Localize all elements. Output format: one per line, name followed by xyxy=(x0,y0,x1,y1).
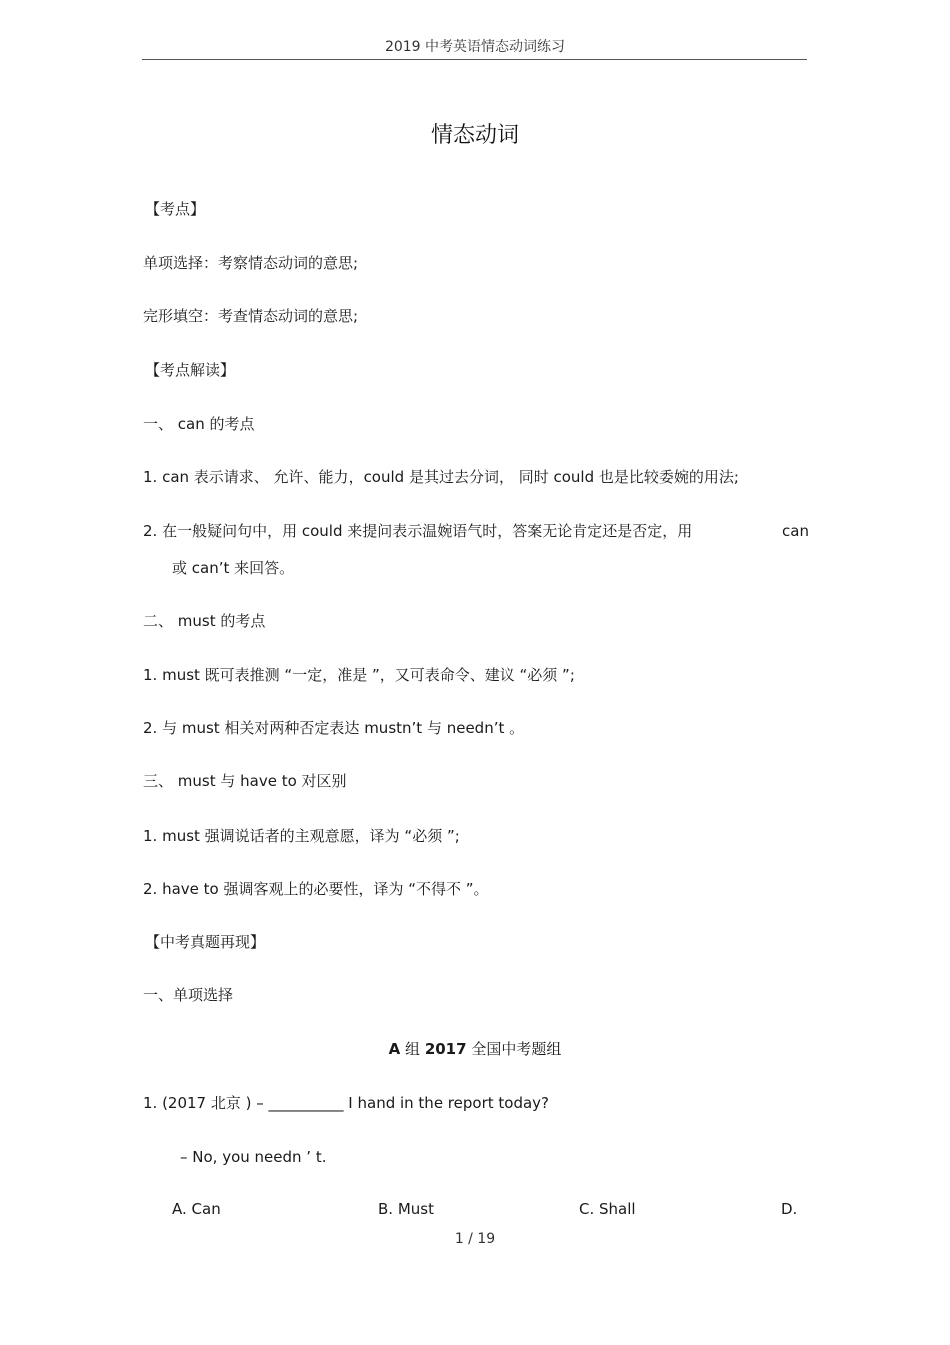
single-choice-heading: 一、单项选择 xyxy=(143,986,234,1004)
kaodian-line-2: 完形填空：考查情态动词的意思; xyxy=(143,307,359,325)
option-b: B. Must xyxy=(378,1200,434,1218)
page-number: 1 / 19 xyxy=(454,1231,496,1247)
section-3-item-1: 1. must 强调说话者的主观意愿，译为 “必须 ”; xyxy=(143,827,460,845)
section-2-item-1: 1. must 既可表推测 “一定，准是 ”，又可表命令、建议 “必须 ”; xyxy=(143,666,575,684)
question-1-stem: 1. (2017 北京 ) – __________ I hand in the report today? xyxy=(143,1094,550,1112)
section-3-item-2: 2. have to 强调客观上的必要性，译为 “不得不 ”。 xyxy=(143,880,489,898)
section-1-item-1: 1. can 表示请求、 允许、能力，could 是其过去分词， 同时 could 也是比较委婉的用法; xyxy=(143,468,739,486)
section-1-title: 一、 can 的考点 xyxy=(143,415,255,433)
option-c: C. Shall xyxy=(579,1200,636,1218)
section-2-item-2: 2. 与 must 相关对两种否定表达 mustn’t 与 needn’t 。 xyxy=(143,719,525,737)
section-1-item-2-line-1-end: can xyxy=(782,522,809,540)
kaodian-line-1: 单项选择：考察情态动词的意思; xyxy=(143,254,359,272)
document-title: 情态动词 xyxy=(430,123,519,148)
section-1-item-2-line-1: 2. 在一般疑问句中，用 could 来提问表示温婉语气时，答案无论肯定还是否定，用 xyxy=(143,522,693,540)
group-letter: A xyxy=(388,1040,401,1058)
group-heading xyxy=(0,1039,950,1059)
kaodian-heading: 【考点】 xyxy=(145,200,206,218)
group-label: 全国中考题组 xyxy=(471,1040,562,1058)
option-d: D. xyxy=(781,1200,798,1218)
page-header: 2019 中考英语情态动词练习 xyxy=(384,39,566,55)
header-rule xyxy=(142,59,807,60)
option-a: A. Can xyxy=(172,1200,221,1218)
section-1-item-2-line-2: 或 can’t 来回答。 xyxy=(172,559,295,577)
question-1-reply: – No, you needn ’ t. xyxy=(180,1148,327,1166)
zhenti-heading: 【中考真题再现】 xyxy=(145,933,266,951)
group-year: 2017 xyxy=(424,1040,467,1058)
section-2-title: 二、 must 的考点 xyxy=(143,612,266,630)
jiedu-heading: 【考点解读】 xyxy=(145,361,236,379)
group-word: 组 xyxy=(405,1040,421,1058)
section-3-title: 三、 must 与 have to 对区别 xyxy=(143,772,347,790)
